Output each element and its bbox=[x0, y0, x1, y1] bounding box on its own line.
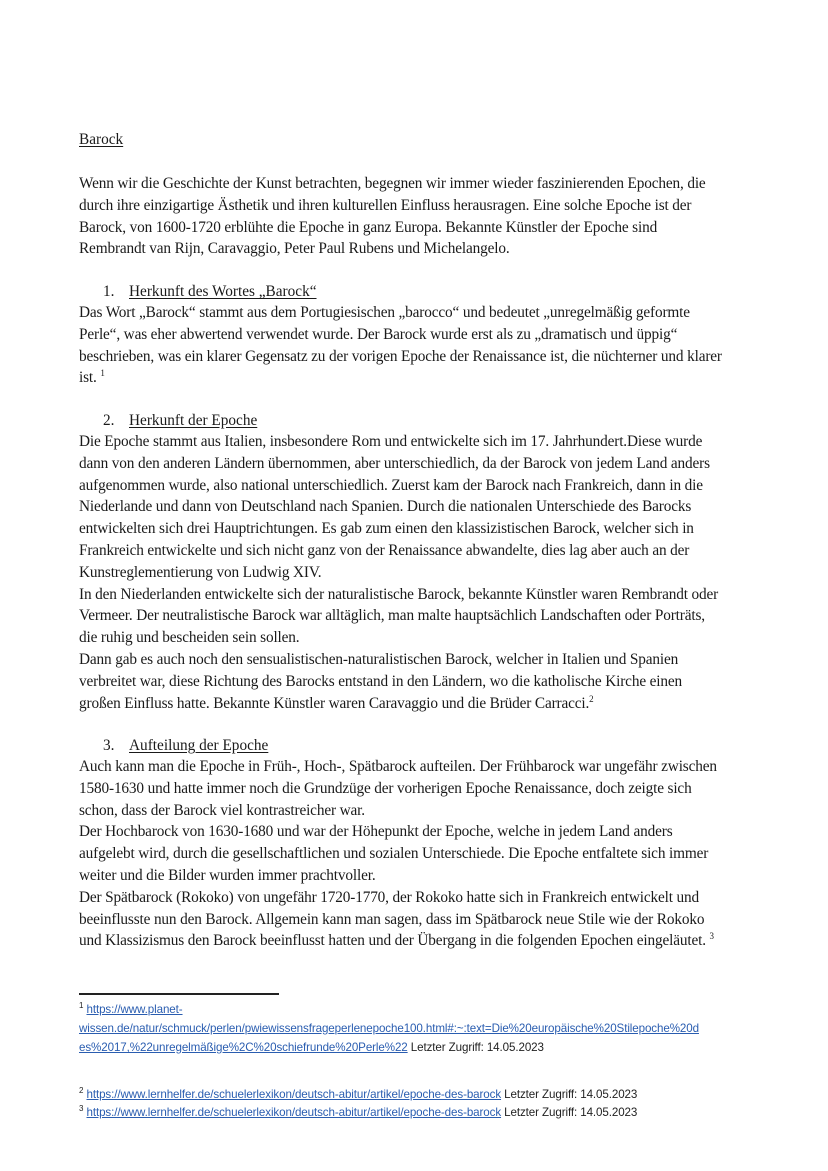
section-body-3 bbox=[79, 756, 779, 952]
text-line: verbreitet war, diese Richtung des Barocks entstand in den Ländern, wo die katholische Kirche einen bbox=[79, 672, 683, 690]
section-heading-1 bbox=[103, 281, 317, 303]
footnote-number: 3 bbox=[79, 1104, 84, 1114]
section-body-1 bbox=[79, 302, 779, 389]
footnote-ref-1[interactable]: 1 bbox=[100, 368, 105, 379]
text-line: Wenn wir die Geschichte der Kunst betrachten, begegnen wir immer wieder faszinierenden Epochen, die bbox=[79, 175, 706, 192]
text-line: beschrieben, was ein klarer Gegensatz zu der vorigen Epoche der Renaissance ist, die nüchterner und klarer bbox=[79, 347, 722, 365]
footnote-number: 2 bbox=[79, 1086, 84, 1096]
footnote-3 bbox=[79, 1103, 779, 1122]
text-line: Der Hochbarock von 1630-1680 und war der Höhepunkt der Epoche, welche in jedem Land anders bbox=[79, 823, 673, 841]
access-date: Letzter Zugriff: 14.05.2023 bbox=[407, 1041, 544, 1054]
text-line: durch ihre einzigartige Ästhetik und ihren kulturellen Einfluss herausragen. Eine solche Epoche ist der bbox=[79, 196, 692, 214]
text-line: 1580-1630 und hatte immer noch die Grundzüge der vorherigen Epoche Renaissance, doch zeigte sich bbox=[79, 779, 692, 797]
footnote-ref-2[interactable]: 2 bbox=[589, 693, 594, 704]
section-number: 3. bbox=[103, 737, 115, 754]
text-line: entwickelten sich drei Hauptrichtungen. Es gab zum einen den klassizistischen Barock, welcher sich in bbox=[79, 520, 694, 538]
text-line: Auch kann man die Epoche in Früh-, Hoch-, Spätbarock aufteilen. Der Frühbarock war ungefähr zwischen bbox=[79, 758, 717, 775]
access-date: Letzter Zugriff: 14.05.2023 bbox=[501, 1106, 638, 1119]
text-line: Dann gab es auch noch den sensualistischen-naturalistischen Barock, welcher in Italien und Spanien bbox=[79, 650, 679, 668]
footnote-link-2[interactable]: https://www.lernhelfer.de/schuelerlexikon/deutsch-abitur/artikel/epoche-des-barock bbox=[86, 1088, 502, 1101]
section-body-2 bbox=[79, 431, 779, 714]
text-line: aufgenommen wurde, also national unterschiedlich. Zuerst kam der Barock nach Frankreich, dann in die bbox=[79, 476, 703, 494]
text-line: Perle“, was eher abwertend verwendet wurde. Der Barock wurde erst als zu „dramatisch und üppig“ bbox=[79, 325, 678, 343]
footnote-number: 1 bbox=[79, 1001, 84, 1011]
document-title: Barock bbox=[79, 131, 124, 148]
text-line: großen Einfluss hatte. Bekannte Künstler waren Caravaggio und die Brüder Carracci.$^2$ bbox=[79, 693, 594, 712]
section-title: Herkunft des Wortes „Barock“ bbox=[129, 283, 317, 300]
text-line: die ruhig und bescheiden sein sollen. bbox=[79, 629, 300, 647]
footnote-link-1-cont[interactable]: wissen.de/natur/schmuck/perlen/pwiewissensfrageperlenepoche100.html#:~:text=Die%20europäische%20Stilepoche%20d bbox=[79, 1022, 699, 1035]
text-line: und Klassizismus den Barock beeinflusst hatten und der Übergang in die folgenden Epochen eingeläutet. $^3$ bbox=[79, 931, 714, 950]
text-line: schon, dass der Barock viel kontrastreicher war. bbox=[79, 801, 365, 819]
section-number: 2. bbox=[103, 412, 115, 429]
text-line: Kunstreglementierung von Ludwig XIV. bbox=[79, 563, 322, 581]
intro-paragraph bbox=[79, 173, 779, 260]
text-line: Rembrandt van Rijn, Caravaggio, Peter Paul Rubens und Michelangelo. bbox=[79, 240, 510, 258]
footnote-ref-3[interactable]: 3 bbox=[709, 931, 714, 942]
text-line: Barock, von 1600-1720 erblühte die Epoche in ganz Europa. Bekannte Künstler der Epoche sind bbox=[79, 218, 658, 236]
text-line: ist. $^1$ bbox=[79, 368, 105, 387]
text-line: aufgelebt wird, durch die gesellschaftlichen und sozialen Unterschiede. Die Epoche entfaltete sich immer bbox=[79, 845, 709, 863]
footnote-link-1[interactable]: https://www.planet- bbox=[86, 1003, 183, 1016]
footnote-separator bbox=[79, 993, 279, 995]
text-line: Die Epoche stammt aus Italien, insbesondere Rom und entwickelte sich im 17. Jahrhundert.Diese wurde bbox=[79, 433, 703, 450]
section-heading-2 bbox=[103, 410, 257, 432]
text-line: Der Spätbarock (Rokoko) von ungefähr 1720-1770, der Rokoko hatte sich in Frankreich entwickelt und bbox=[79, 888, 699, 906]
footnote-link-3[interactable]: https://www.lernhelfer.de/schuelerlexikon/deutsch-abitur/artikel/epoche-des-barock bbox=[86, 1106, 502, 1119]
access-date: Letzter Zugriff: 14.05.2023 bbox=[501, 1088, 638, 1101]
text-line: Das Wort „Barock“ stammt aus dem Portugiesischen „barocco“ und bedeutet „unregelmäßig geformte bbox=[79, 304, 690, 321]
text-line: Frankreich entwickelte und sich nicht ganz von der Renaissance abwandelte, dies lag aber auch an der bbox=[79, 541, 690, 559]
section-title: Aufteilung der Epoche bbox=[129, 737, 269, 754]
section-title: Herkunft der Epoche bbox=[129, 412, 258, 429]
footnote-2 bbox=[79, 1085, 779, 1104]
text-line: weiter und die Bilder wurden immer prachtvoller. bbox=[79, 866, 376, 884]
footnote-1 bbox=[79, 1000, 779, 1057]
text-line: dann von den anderen Ländern übernommen, aber unterschiedlich, da der Barock von jedem Land anders bbox=[79, 454, 710, 472]
text-line: Vermeer. Der neutralistische Barock war alltäglich, man malte hauptsächlich Landschaften oder Porträts, bbox=[79, 607, 705, 625]
section-number: 1. bbox=[103, 283, 115, 300]
text-line: beeinflusste nun den Barock. Allgemein kann man sagen, dass im Spätbarock neue Stile wie der Rokoko bbox=[79, 910, 705, 928]
text-line: In den Niederlanden entwickelte sich der naturalistische Barock, bekannte Künstler waren Rembrandt oder bbox=[79, 585, 719, 603]
text-line: Niederlande und dann von Deutschland nach Spanien. Durch die nationalen Unterschiede des Barocks bbox=[79, 498, 692, 516]
footnote-link-1-cont[interactable]: es%2017,%22unregelmäßige%2C%20schiefrunde%20Perle%22 bbox=[79, 1041, 408, 1054]
section-heading-3 bbox=[103, 735, 268, 757]
